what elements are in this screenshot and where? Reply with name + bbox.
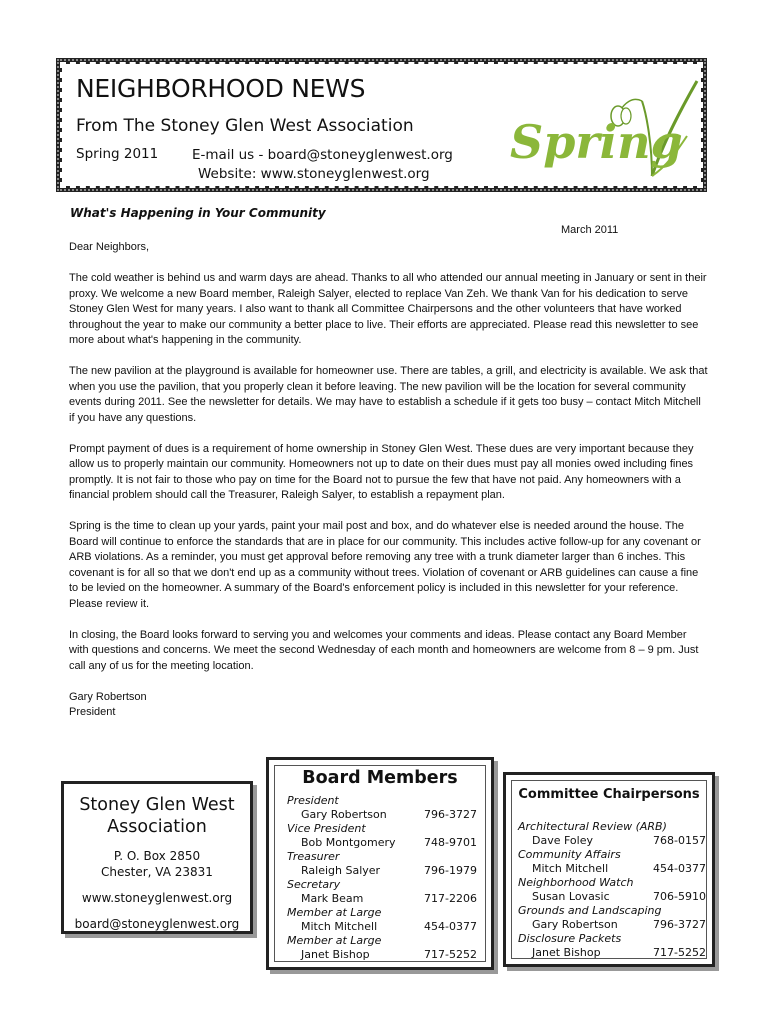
- email-line: E-mail us - board@stoneyglenwest.org: [192, 147, 453, 163]
- association-website[interactable]: www.stoneyglenwest.org: [81, 891, 233, 905]
- member-name: Raleigh Salyer: [301, 864, 381, 877]
- letter-paragraph: The new pavilion at the playground is available for homeowner use. There are tables, a grill, and electricity is available. We ask that when you use the pavilion, that you properly clean it before leaving. The new pavilion will be the location for several community events during 2011. See the newsletter for details. We may have to establish a schedule if it gets too busy – contact Mitch Mitchell if you have any questions.: [69, 365, 708, 424]
- city-state-zip: Chester, VA 23831: [101, 865, 213, 879]
- chair-name: Dave Foley: [532, 834, 593, 847]
- member-phone: 454-0377: [424, 920, 477, 933]
- committee-role: Community Affairs: [518, 848, 621, 861]
- member-phone: 717-2206: [424, 892, 477, 905]
- list-item: [518, 890, 706, 904]
- spring-flower-icon: [502, 76, 702, 186]
- committee-chairpersons-box: [503, 772, 715, 967]
- list-item: [518, 918, 706, 932]
- letter-greeting: Dear Neighbors,: [69, 241, 150, 253]
- president-letter: [69, 240, 709, 721]
- association-box: [61, 781, 253, 934]
- committee-role: Neighborhood Watch: [518, 876, 634, 889]
- list-item: [287, 948, 477, 962]
- po-box: P. O. Box 2850: [113, 849, 201, 863]
- member-name: Janet Bishop: [301, 948, 370, 961]
- list-item: [518, 946, 706, 960]
- member-phone: 717-5252: [424, 948, 477, 961]
- newsletter-title: NEIGHBORHOOD NEWS: [76, 74, 366, 103]
- member-name: Mark Beam: [301, 892, 364, 905]
- chair-name: Susan Lovasic: [532, 890, 610, 903]
- member-phone: 796-3727: [424, 808, 477, 821]
- chair-name: Janet Bishop: [532, 946, 601, 959]
- signature-name: Gary Robertson: [69, 690, 147, 703]
- committee-title: Committee Chairpersons: [518, 787, 700, 802]
- committee-role: Grounds and Landscaping: [518, 904, 662, 917]
- member-phone: 748-9701: [424, 836, 477, 849]
- member-name: Mitch Mitchell: [301, 920, 378, 933]
- committee-role: Disclosure Packets: [518, 932, 622, 945]
- masthead-contact: [192, 146, 453, 184]
- list-item: [287, 892, 477, 906]
- issue-season: Spring 2011: [76, 146, 159, 162]
- letter-paragraph: The cold weather is behind us and warm days are ahead. Thanks to all who attended our annual meeting in January or sent in their proxy. We welcome a new Board member, Raleigh Salyer, elected to replace Van Zeh. We thank Van for his dedication to serve Stoney Glen West for many years. I also want to thank all Committee Chairpersons and the other volunteers that have worked throughout the year to make our community a better place to live. Their efforts are appreciated. Please read this newsletter to see more about what's happening in the community.: [69, 272, 707, 346]
- board-members-list: [287, 794, 477, 962]
- list-item: [287, 836, 477, 850]
- list-item: [518, 862, 706, 876]
- letter-paragraph: Spring is the time to clean up your yards, paint your mail post and box, and do whatever else is needed around the house. The Board will continue to enforce the standards that are in place for our community. This includes active follow-up for any covenant or ARB violations. As a reminder, you must get approval before removing any tree with a trunk diameter larger than 6 inches. This covenant is for all so that we don't end up as a community without trees. Violation of covenant or ARB guidelines can cause a fine to be levied on the homeowner. A summary of the Board's enforcement policy is included in this newsletter for your reference. Please review it.: [69, 520, 701, 610]
- letter-paragraph: Prompt payment of dues is a requirement of home ownership in Stoney Glen West. These dues are very important because they allow us to properly maintain our community. Homeowners not up to date on their dues must pay all monies owed including fines promptly. It is not fair to those who pay on time for the Board not to pursue the few that have not paid. Any homeowners with a financial problem should call the Treasurer, Raleigh Salyer, to establish a repayment plan.: [69, 442, 694, 501]
- member-role: Treasurer: [287, 850, 340, 863]
- chair-phone: 706-5910: [653, 890, 706, 903]
- chair-phone: 796-3727: [653, 918, 706, 931]
- association-name-line: Stoney Glen West: [79, 795, 235, 815]
- committee-list: [518, 820, 706, 960]
- board-members-title: Board Members: [302, 768, 458, 788]
- chair-phone: 717-5252: [653, 946, 706, 959]
- member-role: Member at Large: [287, 934, 382, 947]
- section-heading: What's Happening in Your Community: [70, 206, 326, 220]
- committee-role: Architectural Review (ARB): [518, 820, 667, 833]
- member-phone: 796-1979: [424, 864, 477, 877]
- board-members-box: [266, 757, 494, 970]
- member-role: Vice President: [287, 822, 366, 835]
- chair-name: Mitch Mitchell: [532, 862, 609, 875]
- letter-paragraph: In closing, the Board looks forward to serving you and welcomes your comments and ideas. Please contact any Board Member with questions and concerns. We meet the second Wednesday of each month and homeowners are welcome from 8 – 9 pm. Just call any of us for the meeting location.: [69, 628, 699, 672]
- member-name: Bob Montgomery: [301, 836, 396, 849]
- chair-phone: 454-0377: [653, 862, 706, 875]
- chair-name: Gary Robertson: [532, 918, 618, 931]
- member-role: President: [287, 794, 339, 807]
- member-name: Gary Robertson: [301, 808, 387, 821]
- list-item: [518, 834, 706, 848]
- list-item: [287, 864, 477, 878]
- member-role: Secretary: [287, 878, 341, 891]
- signature-title: President: [69, 706, 116, 718]
- newsletter-subtitle: From The Stoney Glen West Association: [76, 116, 414, 136]
- website-line: Website: www.stoneyglenwest.org: [198, 166, 430, 182]
- member-role: Member at Large: [287, 906, 382, 919]
- spring-art-text: Spring: [510, 115, 683, 169]
- association-name: [64, 794, 250, 838]
- chair-phone: 768-0157: [653, 834, 706, 847]
- masthead: [56, 58, 707, 192]
- list-item: [287, 808, 477, 822]
- list-item: [287, 920, 477, 934]
- association-email[interactable]: board@stoneyglenwest.org: [74, 917, 240, 931]
- association-name-line: Association: [107, 817, 207, 837]
- letter-date: March 2011: [561, 224, 619, 236]
